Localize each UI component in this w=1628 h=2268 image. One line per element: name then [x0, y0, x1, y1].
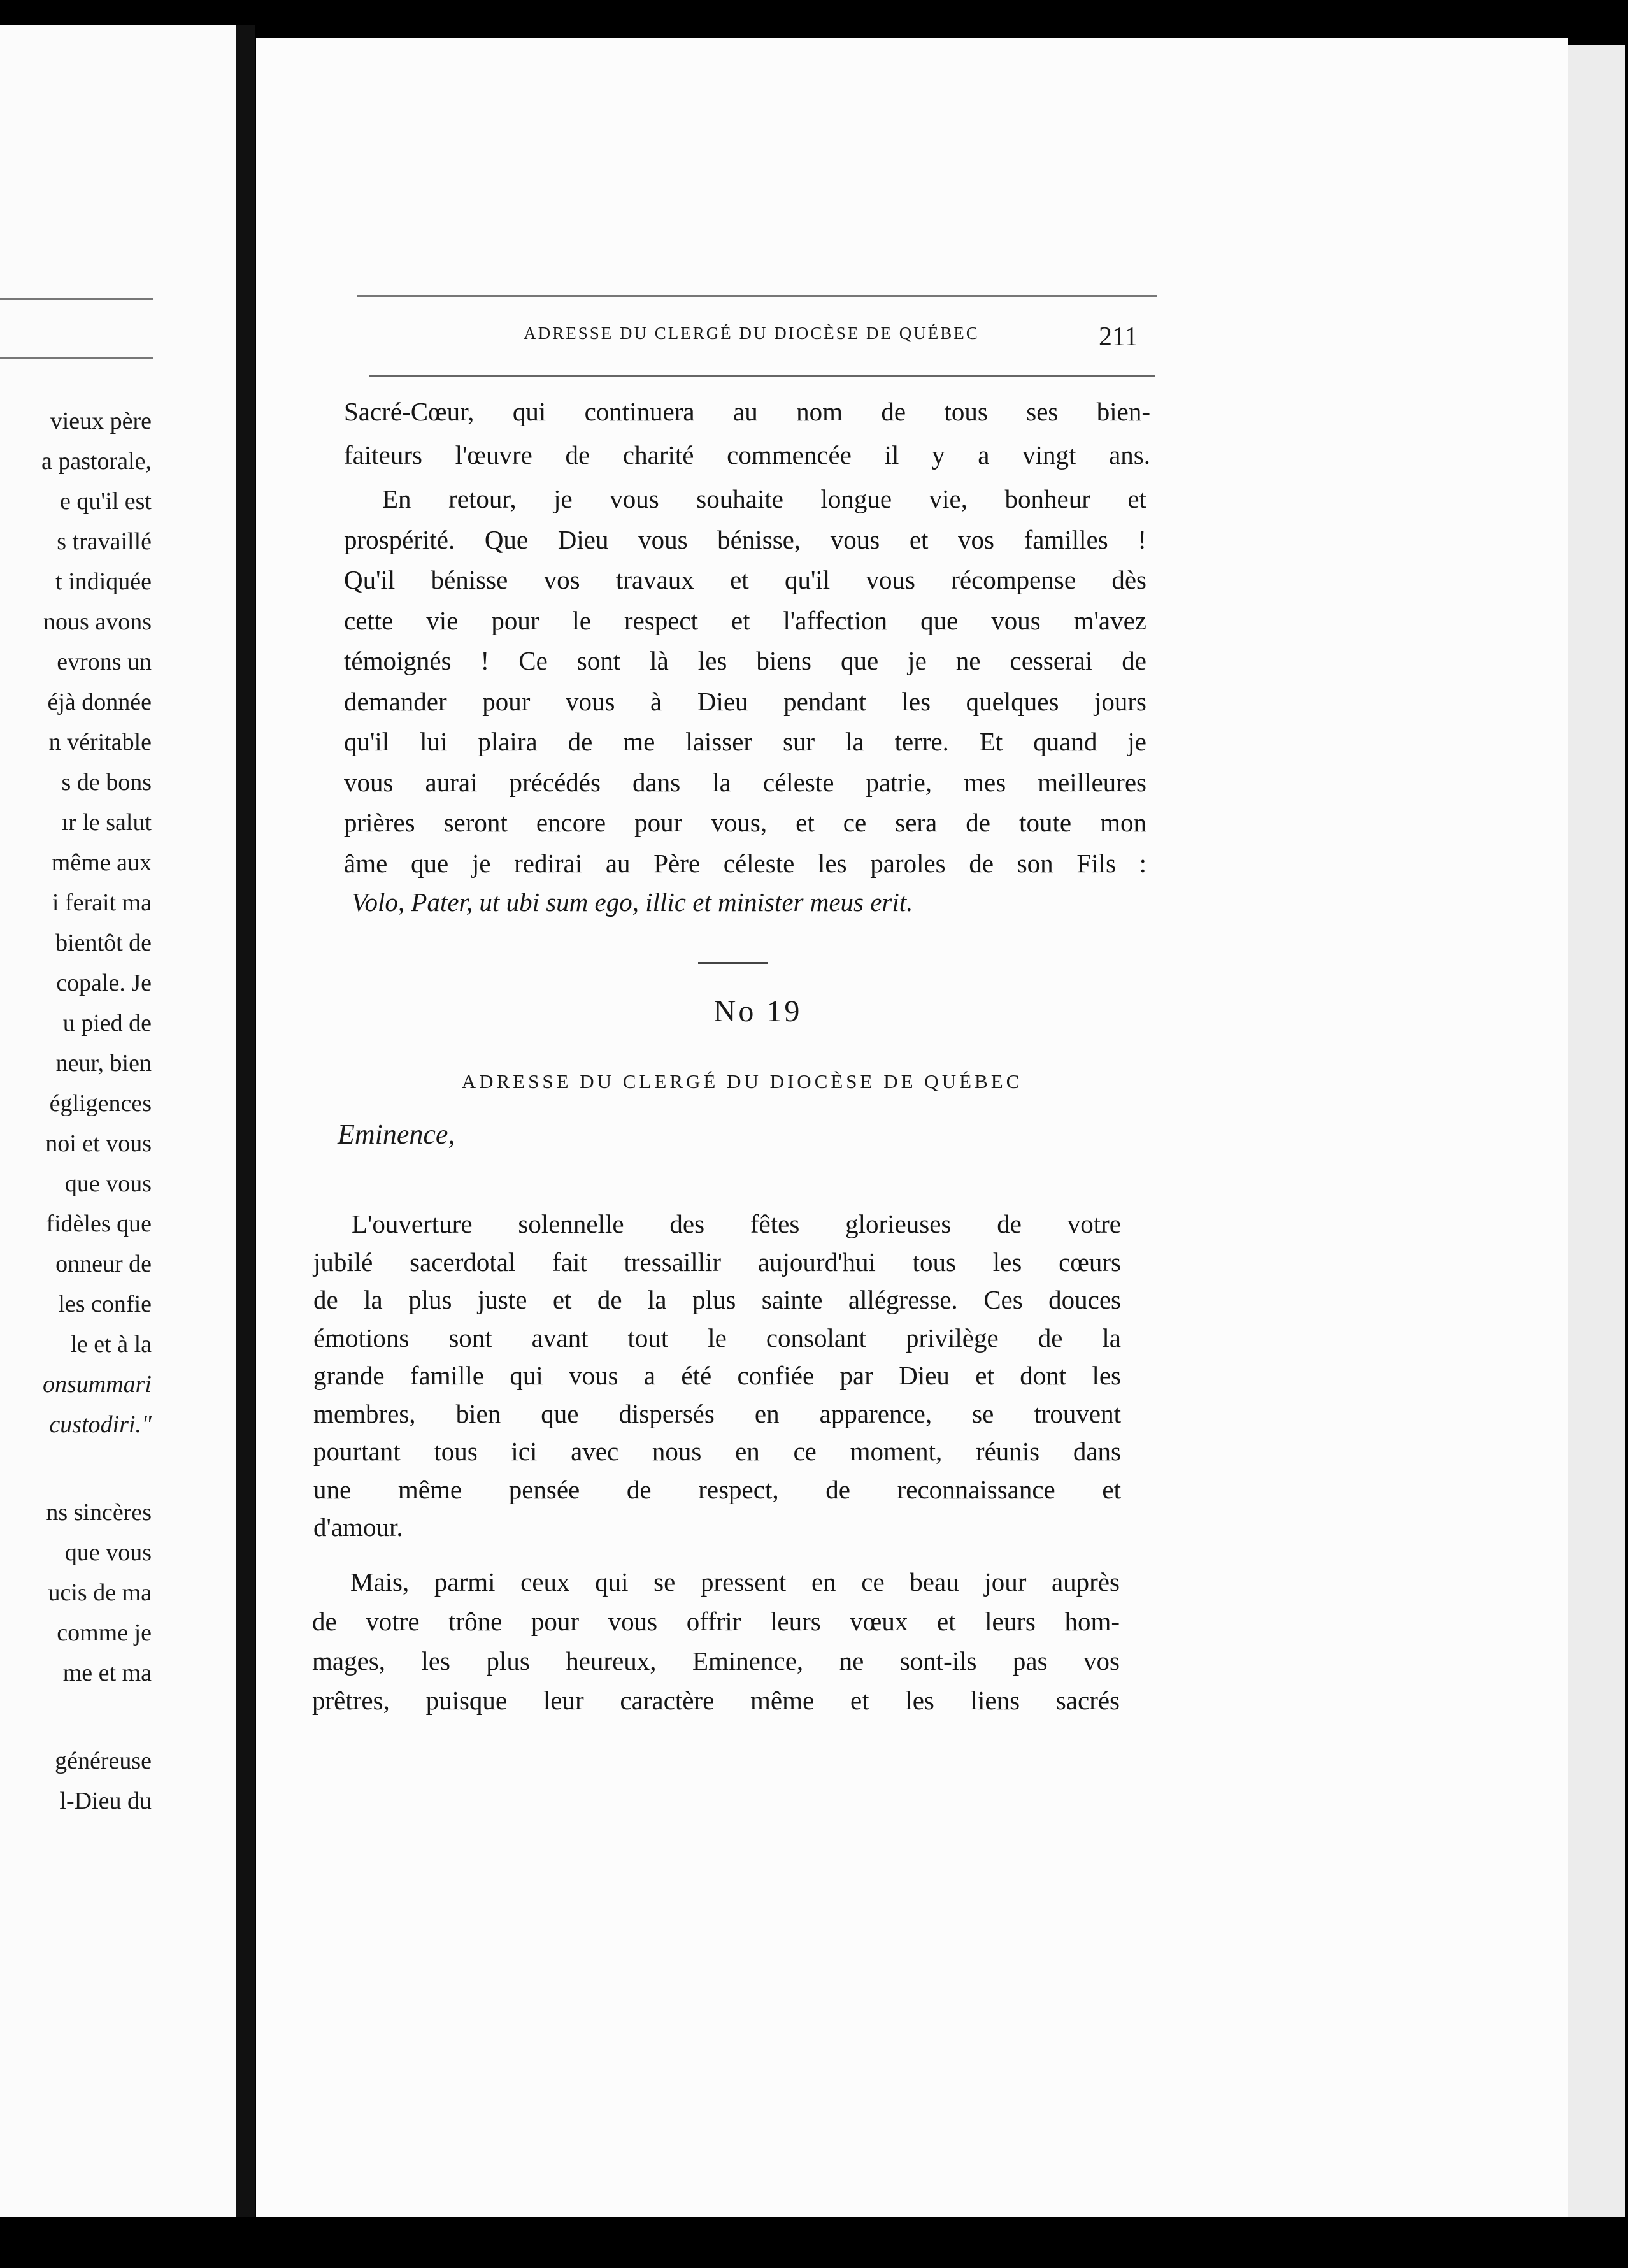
text-line: de votre trône pour vous offrir leurs vœux et leurs hom- — [312, 1607, 1120, 1636]
text-line: témoignés ! Ce sont là les biens que je ne cesserai de — [344, 646, 1146, 675]
text-line: grande famille qui vous a été confiée par Dieu et dont les — [313, 1361, 1121, 1390]
left-page-text — [0, 401, 152, 1821]
text-line: En retour, je vous souhaite longue vie, bonheur et — [382, 484, 1146, 513]
paragraph-clergy — [312, 1562, 1120, 1720]
text-line: qu'il lui plaira de me laisser sur la terre. Et quand je — [344, 727, 1146, 756]
left-page-line: noi et vous — [45, 1130, 152, 1157]
left-page-line: éjà donnée — [47, 689, 152, 715]
text-line: une même pensée de respect, de reconnaissance et — [313, 1474, 1121, 1504]
text-line: Qu'il bénisse vos travaux et qu'il vous récompense dès — [344, 565, 1146, 594]
left-page-line: n véritable — [48, 729, 152, 756]
left-rule-top — [0, 298, 153, 300]
left-page-line: onneur de — [55, 1251, 152, 1277]
left-page-line: nous avons — [43, 608, 152, 635]
text-line: cette vie pour le respect et l'affection que vous m'avez — [344, 605, 1146, 635]
left-page-line: e qu'il est — [59, 488, 152, 515]
page-number: 211 — [1099, 322, 1138, 352]
left-page-line: fidèles que — [46, 1210, 152, 1237]
left-page-line: ır le salut — [61, 809, 152, 836]
left-page — [0, 25, 236, 2217]
left-page-line: s de bons — [61, 769, 152, 796]
left-page-line: t indiquée — [55, 568, 152, 595]
text-line: vous aurai précédés dans la céleste patrie, mes meilleures — [344, 767, 1146, 797]
text-line: demander pour vous à Dieu pendant les quelques jours — [344, 686, 1146, 716]
text-line: Sacré-Cœur, qui continuera au nom de tous ses bien- — [344, 397, 1150, 426]
text-line: mages, les plus heureux, Eminence, ne sont-ils pas vos — [312, 1646, 1120, 1676]
paragraph-opening — [313, 1205, 1121, 1547]
left-page-line: bientôt de — [55, 929, 152, 956]
left-page-line: le et à la — [70, 1331, 152, 1358]
text-line: L'ouverture solennelle des fêtes glorieuses de votre — [352, 1209, 1121, 1238]
left-page-line: généreuse — [55, 1748, 152, 1774]
left-page-line: les confie — [58, 1291, 152, 1317]
text-line: membres, bien que dispersés en apparence, se trouvent — [313, 1398, 1121, 1428]
text-line: prospérité. Que Dieu vous bénisse, vous et vos familles ! — [344, 524, 1146, 554]
section-title: ADRESSE DU CLERGÉ DU DIOCÈSE DE QUÉBEC — [461, 1070, 1023, 1093]
text-line: âme que je redirai au Père céleste les paroles de son Fils : — [344, 848, 1146, 878]
text-line: émotions sont avant tout le consolant privilège de la — [313, 1323, 1121, 1353]
text-line: d'amour. — [313, 1512, 403, 1542]
header-rule-bottom — [369, 375, 1155, 377]
left-page-line: u pied de — [62, 1010, 152, 1037]
left-page-line: que vous — [64, 1170, 152, 1197]
left-page-line: me et ma — [62, 1660, 152, 1686]
left-page-line: ns sincères — [46, 1499, 152, 1526]
section-number: No 19 — [713, 994, 803, 1028]
section-separator — [698, 962, 768, 964]
left-page-line: evrons un — [57, 649, 152, 675]
text-line: jubilé sacerdotal fait tressaillir aujourd'hui tous les cœurs — [313, 1247, 1121, 1277]
left-page-line: custodiri." — [49, 1411, 152, 1438]
left-page-line: l-Dieu du — [59, 1788, 152, 1814]
left-page-line: même aux — [51, 849, 152, 876]
left-page-line: que vous — [64, 1539, 152, 1566]
left-page-line: neur, bien — [55, 1050, 152, 1077]
paragraph-gap — [0, 1693, 152, 1741]
text-line: prêtres, puisque leur caractère même et les liens sacrés — [312, 1686, 1120, 1715]
text-line: faiteurs l'œuvre de charité commencée il y a vingt ans. — [344, 440, 1150, 470]
left-rule-bottom — [0, 357, 153, 359]
left-page-line: s travaillé — [57, 528, 152, 555]
paragraph-continuation — [344, 390, 1150, 477]
paragraph-wishes — [344, 479, 1146, 884]
left-page-line: onsummari — [42, 1371, 152, 1398]
page-edge — [1568, 45, 1625, 2217]
latin-quotation: Volo, Pater, ut ubi sum ego, illic et minister meus erit. — [352, 887, 913, 917]
text-line: Mais, parmi ceux qui se pressent en ce beau jour auprès — [350, 1567, 1120, 1597]
left-page-line: vieux père — [50, 408, 152, 434]
left-page-line: copale. Je — [56, 970, 152, 996]
left-page-line: comme je — [57, 1619, 152, 1646]
left-page-line: ucis de ma — [48, 1579, 152, 1606]
text-line: prières seront encore pour vous, et ce sera de toute mon — [344, 808, 1146, 837]
text-line: pourtant tous ici avec nous en ce moment, réunis dans — [313, 1437, 1121, 1466]
book-gutter — [236, 25, 255, 2217]
text-line: de la plus juste et de la plus sainte allégresse. Ces douces — [313, 1285, 1121, 1314]
left-page-line: a pastorale, — [41, 448, 152, 475]
salutation: Eminence, — [338, 1119, 455, 1150]
header-rule-top — [357, 295, 1157, 297]
paragraph-gap — [0, 1445, 152, 1493]
left-page-line: i ferait ma — [52, 889, 152, 916]
left-page-line: égligences — [49, 1090, 152, 1117]
running-head: ADRESSE DU CLERGÉ DU DIOCÈSE DE QUÉBEC — [524, 324, 980, 343]
